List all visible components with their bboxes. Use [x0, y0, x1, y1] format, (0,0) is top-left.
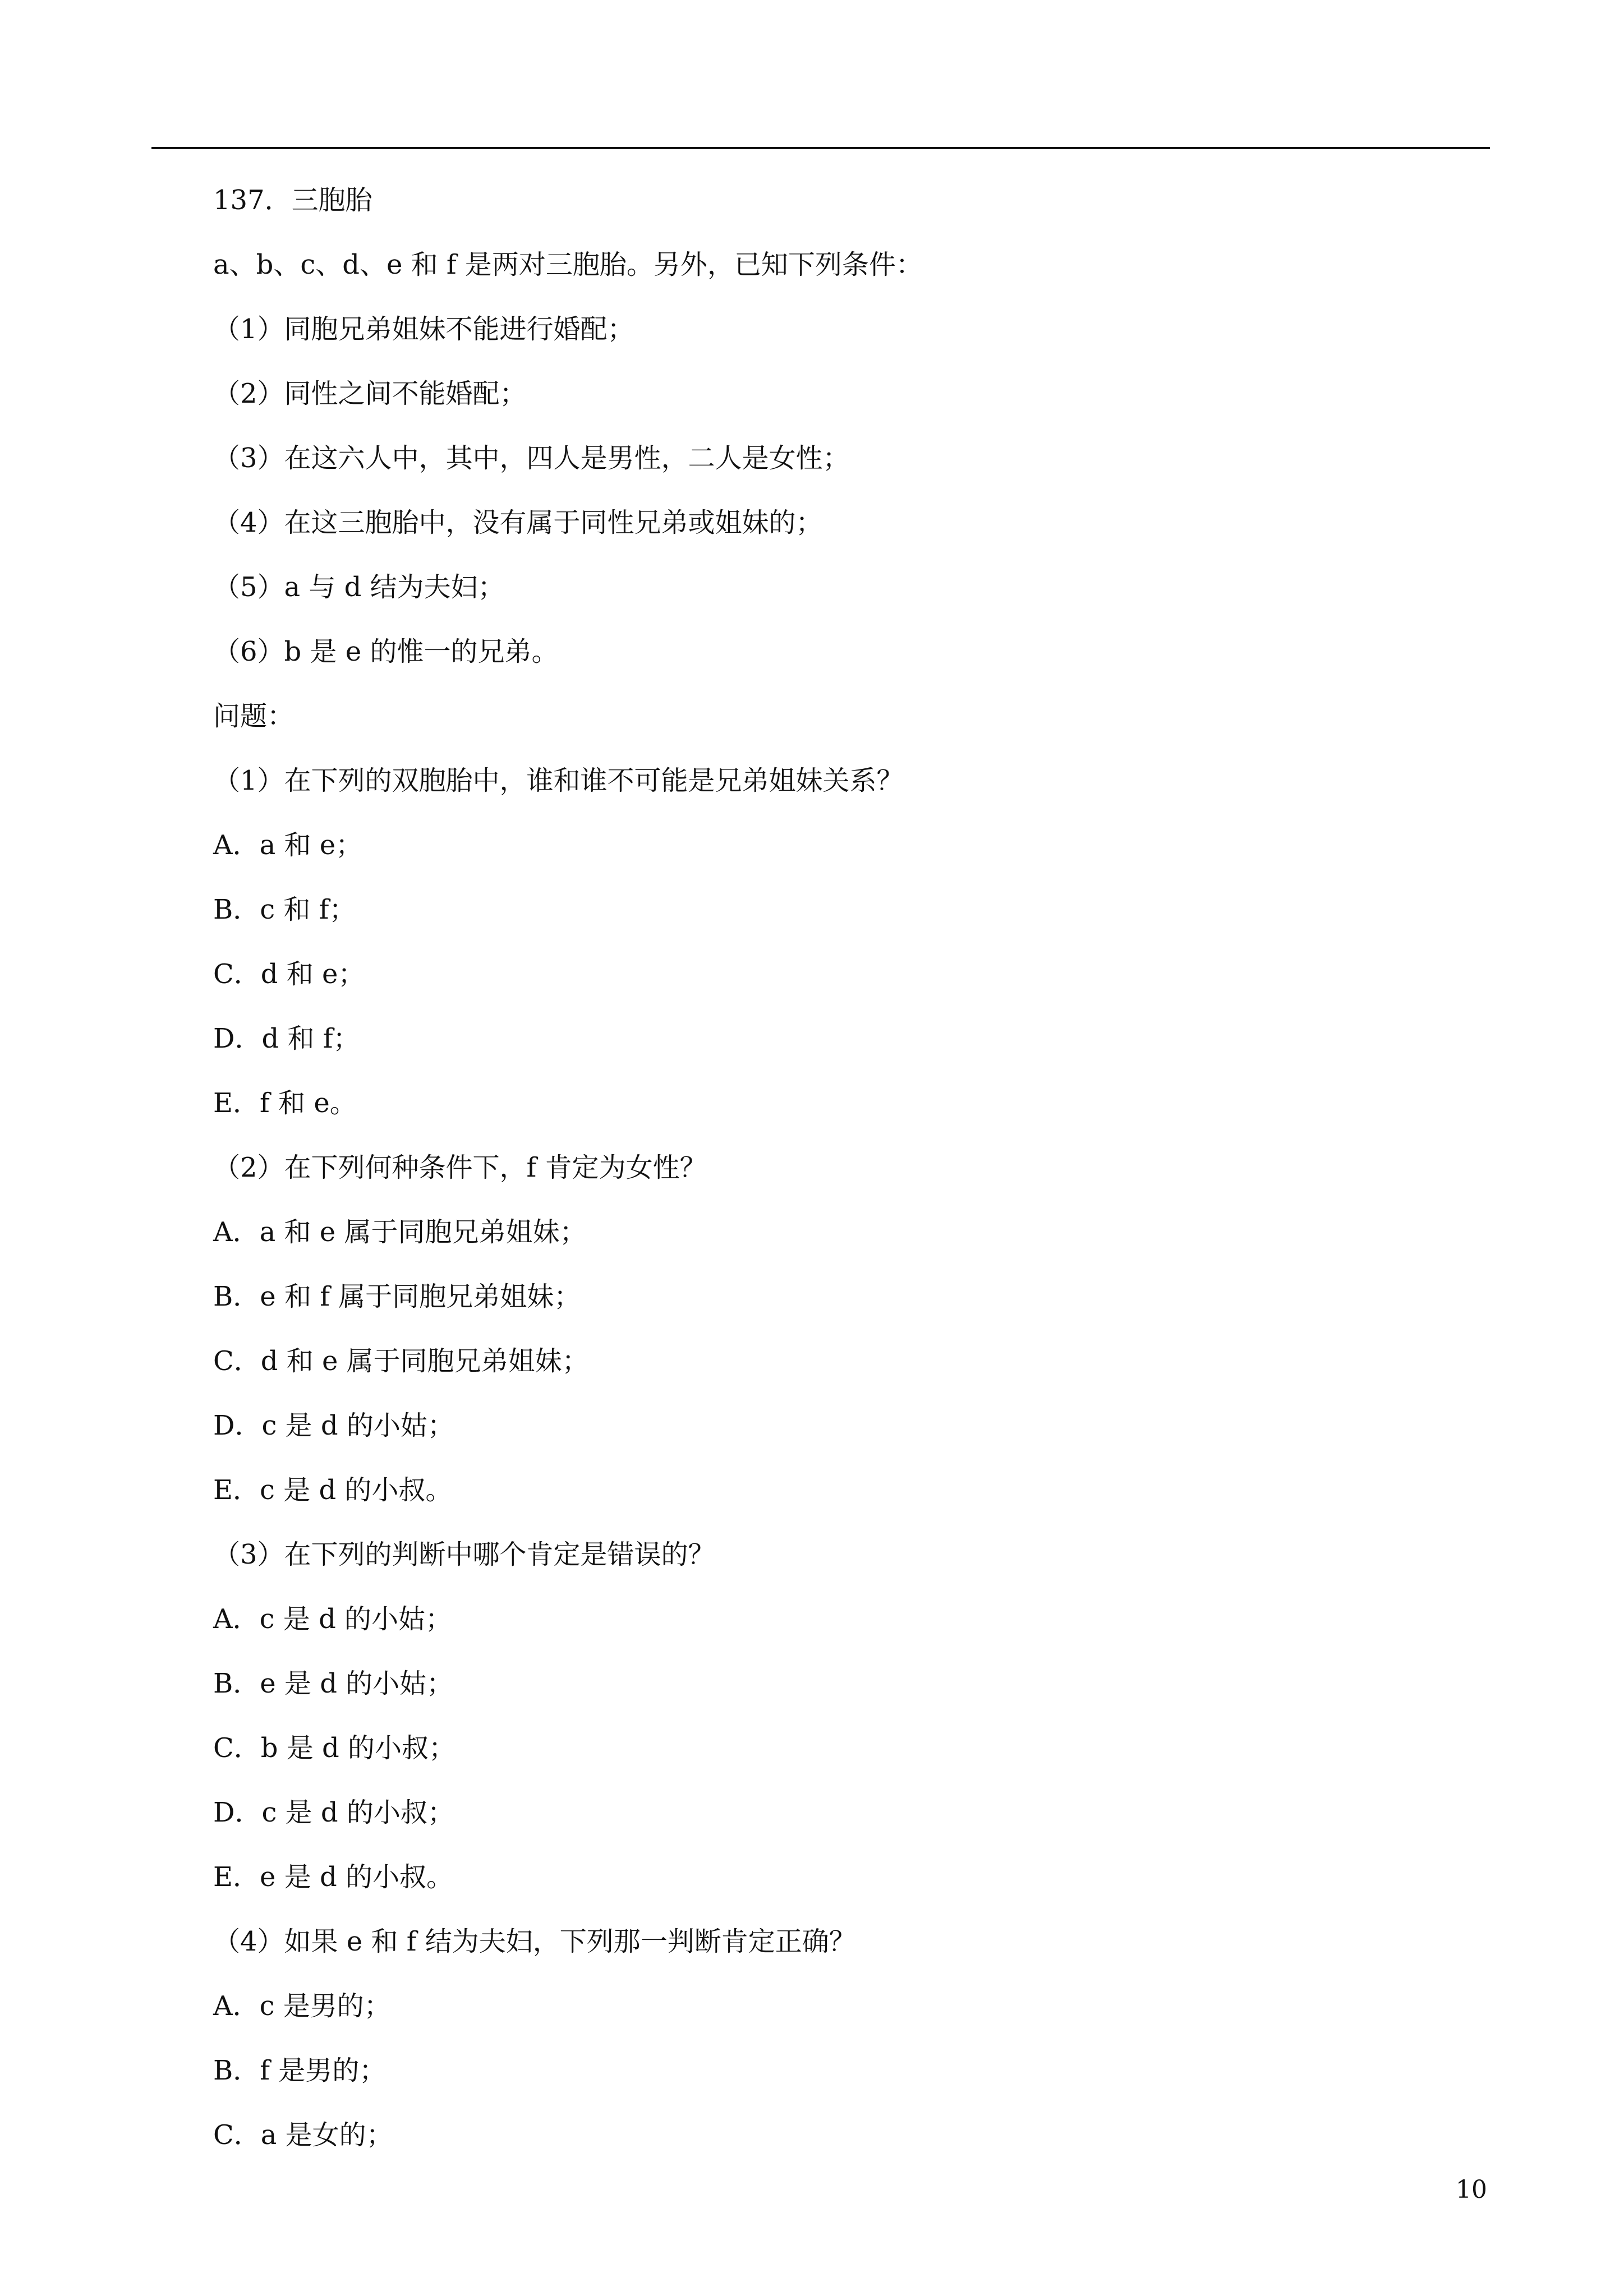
problem-statement: a、b、c、d、e 和 f 是两对三胞胎。另外，已知下列条件： — [213, 249, 923, 280]
page-number: 10 — [1456, 2175, 1487, 2204]
q1-option-b: B．c 和 f； — [213, 894, 356, 925]
header-rule — [151, 147, 1490, 149]
condition-2: （2）同性之间不能婚配； — [213, 378, 527, 409]
question-3: （3）在下列的判断中哪个肯定是错误的？ — [213, 1539, 715, 1570]
document-body — [213, 168, 1481, 2168]
q3-option-d: D．c 是 d 的小叔； — [213, 1797, 454, 1828]
question-2: （2）在下列何种条件下，f 肯定为女性？ — [213, 1152, 707, 1183]
condition-6: （6）b 是 e 的惟一的兄弟。 — [213, 636, 559, 667]
condition-5: （5）a 与 d 结为夫妇； — [213, 571, 505, 603]
condition-3: （3）在这六人中，其中，四人是男性，二人是女性； — [213, 442, 850, 474]
problem-title: 137．三胞胎 — [213, 185, 372, 216]
q1-option-e: E．f 和 e。 — [213, 1087, 357, 1119]
q2-option-d: D．c 是 d 的小姑； — [213, 1410, 454, 1441]
q2-option-b: B．e 和 f 属于同胞兄弟姐妹； — [213, 1281, 581, 1312]
q4-option-c: C．a 是女的； — [213, 2119, 393, 2151]
questions-heading: 问题： — [213, 700, 295, 732]
question-4: （4）如果 e 和 f 结为夫妇，下列那一判断肯定正确？ — [213, 1926, 856, 1957]
q2-option-c: C．d 和 e 属于同胞兄弟姐妹； — [213, 1345, 589, 1377]
condition-1: （1）同胞兄弟姐妹不能进行婚配； — [213, 313, 634, 345]
q3-option-a: A．c 是 d 的小姑； — [213, 1603, 453, 1635]
q4-option-a: A．c 是男的； — [213, 1990, 391, 2022]
q4-option-b: B．f 是男的； — [213, 2055, 387, 2086]
q2-option-e: E．c 是 d 的小叔。 — [213, 1474, 453, 1506]
q3-option-e: E．e 是 d 的小叔。 — [213, 1861, 453, 1893]
q1-option-d: D．d 和 f； — [213, 1023, 360, 1054]
question-1: （1）在下列的双胞胎中，谁和谁不可能是兄弟姐妹关系？ — [213, 765, 904, 796]
q3-option-c: C．b 是 d 的小叔； — [213, 1732, 456, 1764]
q3-option-b: B．e 是 d 的小姑； — [213, 1668, 454, 1699]
condition-4: （4）在这三胞胎中，没有属于同性兄弟或姐妹的； — [213, 507, 823, 538]
q2-option-a: A．a 和 e 属于同胞兄弟姐妹； — [213, 1216, 587, 1248]
q1-option-a: A．a 和 e； — [213, 829, 363, 861]
q1-option-c: C．d 和 e； — [213, 958, 365, 990]
